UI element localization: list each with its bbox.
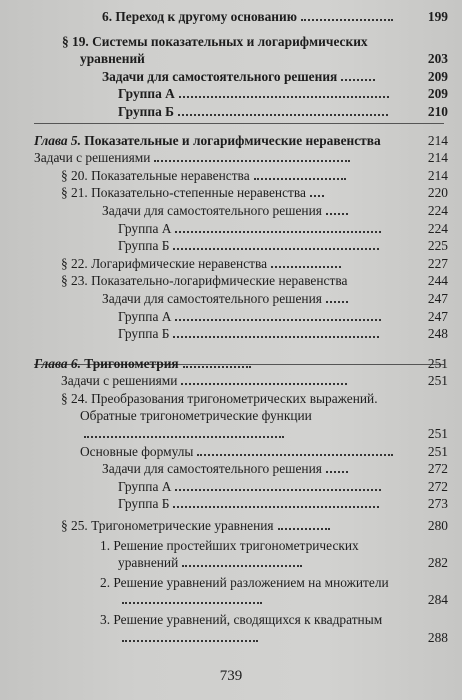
toc-entry-text: Группа А bbox=[118, 220, 172, 236]
toc-entry bbox=[0, 372, 450, 390]
toc-entry bbox=[0, 460, 450, 478]
toc-page-number: 282 bbox=[427, 555, 448, 571]
toc-entry-text: Группа А bbox=[118, 478, 172, 494]
leader-dots bbox=[84, 428, 284, 438]
chapter-heading bbox=[0, 132, 450, 150]
toc-entry-text: Задачи для самостоятельного решения bbox=[102, 461, 322, 477]
toc-page-number: 244 bbox=[427, 273, 448, 289]
toc-entry-text: Группа Б bbox=[118, 103, 174, 119]
leader-dots bbox=[341, 71, 375, 81]
toc-page-number: 284 bbox=[427, 592, 448, 608]
toc-entry bbox=[0, 308, 450, 326]
toc-page-number: 224 bbox=[427, 202, 448, 218]
toc-entry-text: 1. Решение простейших тригонометрических уравнений bbox=[100, 537, 359, 571]
toc-page-number: 251 bbox=[427, 373, 448, 389]
toc-entry-text: 2. Решение уравнений разложением на множители bbox=[100, 574, 389, 590]
chapter-number: Глава 5. bbox=[34, 132, 81, 148]
toc-entry-text: Задачи для самостоятельного решения bbox=[102, 68, 338, 84]
leader-dots bbox=[310, 187, 324, 197]
toc-entry bbox=[0, 537, 450, 572]
toc-entry bbox=[0, 611, 450, 646]
toc-page-number: 280 bbox=[427, 518, 448, 534]
toc-page-number: 224 bbox=[427, 220, 448, 236]
chapter-title: Показательные и логарифмические неравенства bbox=[84, 132, 381, 148]
toc-page-number: 288 bbox=[427, 629, 448, 645]
toc-entry-text: § 24. Преобразования тригонометрических выражений. Обратные тригонометрические функции bbox=[61, 390, 378, 424]
toc-page-number: 247 bbox=[427, 290, 448, 306]
leader-dots bbox=[301, 11, 393, 21]
toc-entry bbox=[0, 68, 450, 86]
toc-entry-text: Задачи с решениями bbox=[34, 150, 151, 166]
leader-dots bbox=[122, 594, 262, 604]
toc-entry bbox=[0, 149, 450, 167]
toc-page-number: 227 bbox=[427, 255, 448, 271]
toc-entry-text: § 20. Показательные неравенства bbox=[61, 167, 250, 183]
leader-dots bbox=[271, 258, 341, 268]
toc-page-number: 251 bbox=[427, 426, 448, 442]
toc-entry-text: Группа А bbox=[118, 86, 175, 102]
toc-entry bbox=[0, 255, 450, 273]
toc-entry-text: Задачи для самостоятельного решения bbox=[102, 202, 322, 218]
toc-page-number: 220 bbox=[427, 185, 448, 201]
table-of-contents bbox=[0, 6, 462, 646]
toc-entry-text: Задачи с решениями bbox=[61, 373, 178, 389]
toc-entry bbox=[0, 33, 450, 68]
toc-page-number: 214 bbox=[427, 150, 448, 166]
toc-entry bbox=[0, 85, 450, 103]
toc-page-number: 251 bbox=[427, 355, 448, 371]
leader-dots bbox=[175, 311, 381, 321]
toc-entry bbox=[0, 495, 450, 513]
toc-page-number: 209 bbox=[427, 86, 448, 102]
toc-entry-text: Задачи для самостоятельного решения bbox=[102, 290, 322, 306]
toc-entry-text: Группа Б bbox=[118, 326, 170, 342]
leader-dots bbox=[173, 240, 379, 250]
leader-dots bbox=[326, 293, 348, 303]
toc-page-number: 210 bbox=[427, 103, 448, 119]
toc-page-number: 272 bbox=[427, 478, 448, 494]
toc-entry-text: § 19. Системы показательных и логарифмических уравнений bbox=[62, 33, 368, 67]
page-number-footer: 739 bbox=[219, 668, 243, 684]
toc-entry-text: § 22. Логарифмические неравенства bbox=[61, 255, 268, 271]
toc-entry-text: 6. Переход к другому основанию bbox=[102, 9, 297, 24]
leader-dots bbox=[326, 463, 348, 473]
leader-dots bbox=[183, 358, 251, 368]
toc-page-number: 214 bbox=[427, 132, 448, 148]
toc-entry-text: Основные формулы bbox=[80, 443, 194, 459]
toc-entry-text: Группа А bbox=[118, 308, 172, 324]
leader-dots bbox=[181, 375, 347, 385]
leader-dots bbox=[179, 88, 389, 98]
leader-dots bbox=[182, 557, 302, 567]
toc-page-number: 199 bbox=[427, 9, 448, 24]
toc-page-number: 203 bbox=[427, 51, 448, 67]
toc-page-number: 225 bbox=[427, 238, 448, 254]
toc-entry bbox=[0, 184, 450, 202]
leader-dots bbox=[254, 170, 346, 180]
toc-page-number: 209 bbox=[427, 68, 448, 84]
toc-entry bbox=[0, 103, 450, 121]
leader-dots bbox=[173, 498, 379, 508]
toc-entry bbox=[0, 220, 450, 238]
leader-dots bbox=[122, 632, 258, 642]
toc-entry bbox=[0, 272, 450, 290]
leader-dots bbox=[175, 481, 381, 491]
toc-page-number: 251 bbox=[427, 443, 448, 459]
toc-entry-text: Группа Б bbox=[118, 496, 170, 512]
chapter-title: Тригонометрия bbox=[84, 355, 179, 371]
leader-dots bbox=[173, 328, 379, 338]
toc-entry bbox=[0, 517, 450, 535]
leader-dots bbox=[154, 152, 350, 162]
toc-entry bbox=[0, 202, 450, 220]
toc-entry-text: 3. Решение уравнений, сводящихся к квадратным bbox=[100, 612, 383, 627]
toc-page-number: 272 bbox=[427, 461, 448, 477]
toc-entry bbox=[0, 8, 450, 26]
chapter-number: Глава 6. bbox=[34, 355, 81, 371]
toc-entry bbox=[0, 443, 450, 461]
toc-page-number: 214 bbox=[427, 167, 448, 183]
section-divider bbox=[34, 123, 444, 124]
toc-entry-text: § 25. Тригонометрические уравнения bbox=[61, 518, 274, 534]
toc-entry bbox=[0, 574, 450, 609]
toc-entry bbox=[0, 290, 450, 308]
toc-page-number: 248 bbox=[427, 326, 448, 342]
leader-dots bbox=[326, 205, 348, 215]
leader-dots bbox=[178, 106, 388, 116]
toc-entry bbox=[0, 237, 450, 255]
toc-entry-text: Группа Б bbox=[118, 238, 170, 254]
leader-dots bbox=[175, 223, 381, 233]
toc-entry bbox=[0, 167, 450, 185]
leader-dots bbox=[278, 520, 330, 530]
leader-dots bbox=[197, 446, 393, 456]
toc-entry bbox=[0, 390, 450, 443]
toc-entry bbox=[0, 325, 450, 343]
toc-entry-text: § 21. Показательно-степенные неравенства bbox=[61, 185, 306, 201]
toc-entry-text: § 23. Показательно-логарифмические неравенства bbox=[61, 273, 348, 289]
toc-page-number: 247 bbox=[427, 308, 448, 324]
toc-page-number: 273 bbox=[427, 496, 448, 512]
chapter-heading bbox=[0, 355, 450, 373]
toc-entry bbox=[0, 478, 450, 496]
